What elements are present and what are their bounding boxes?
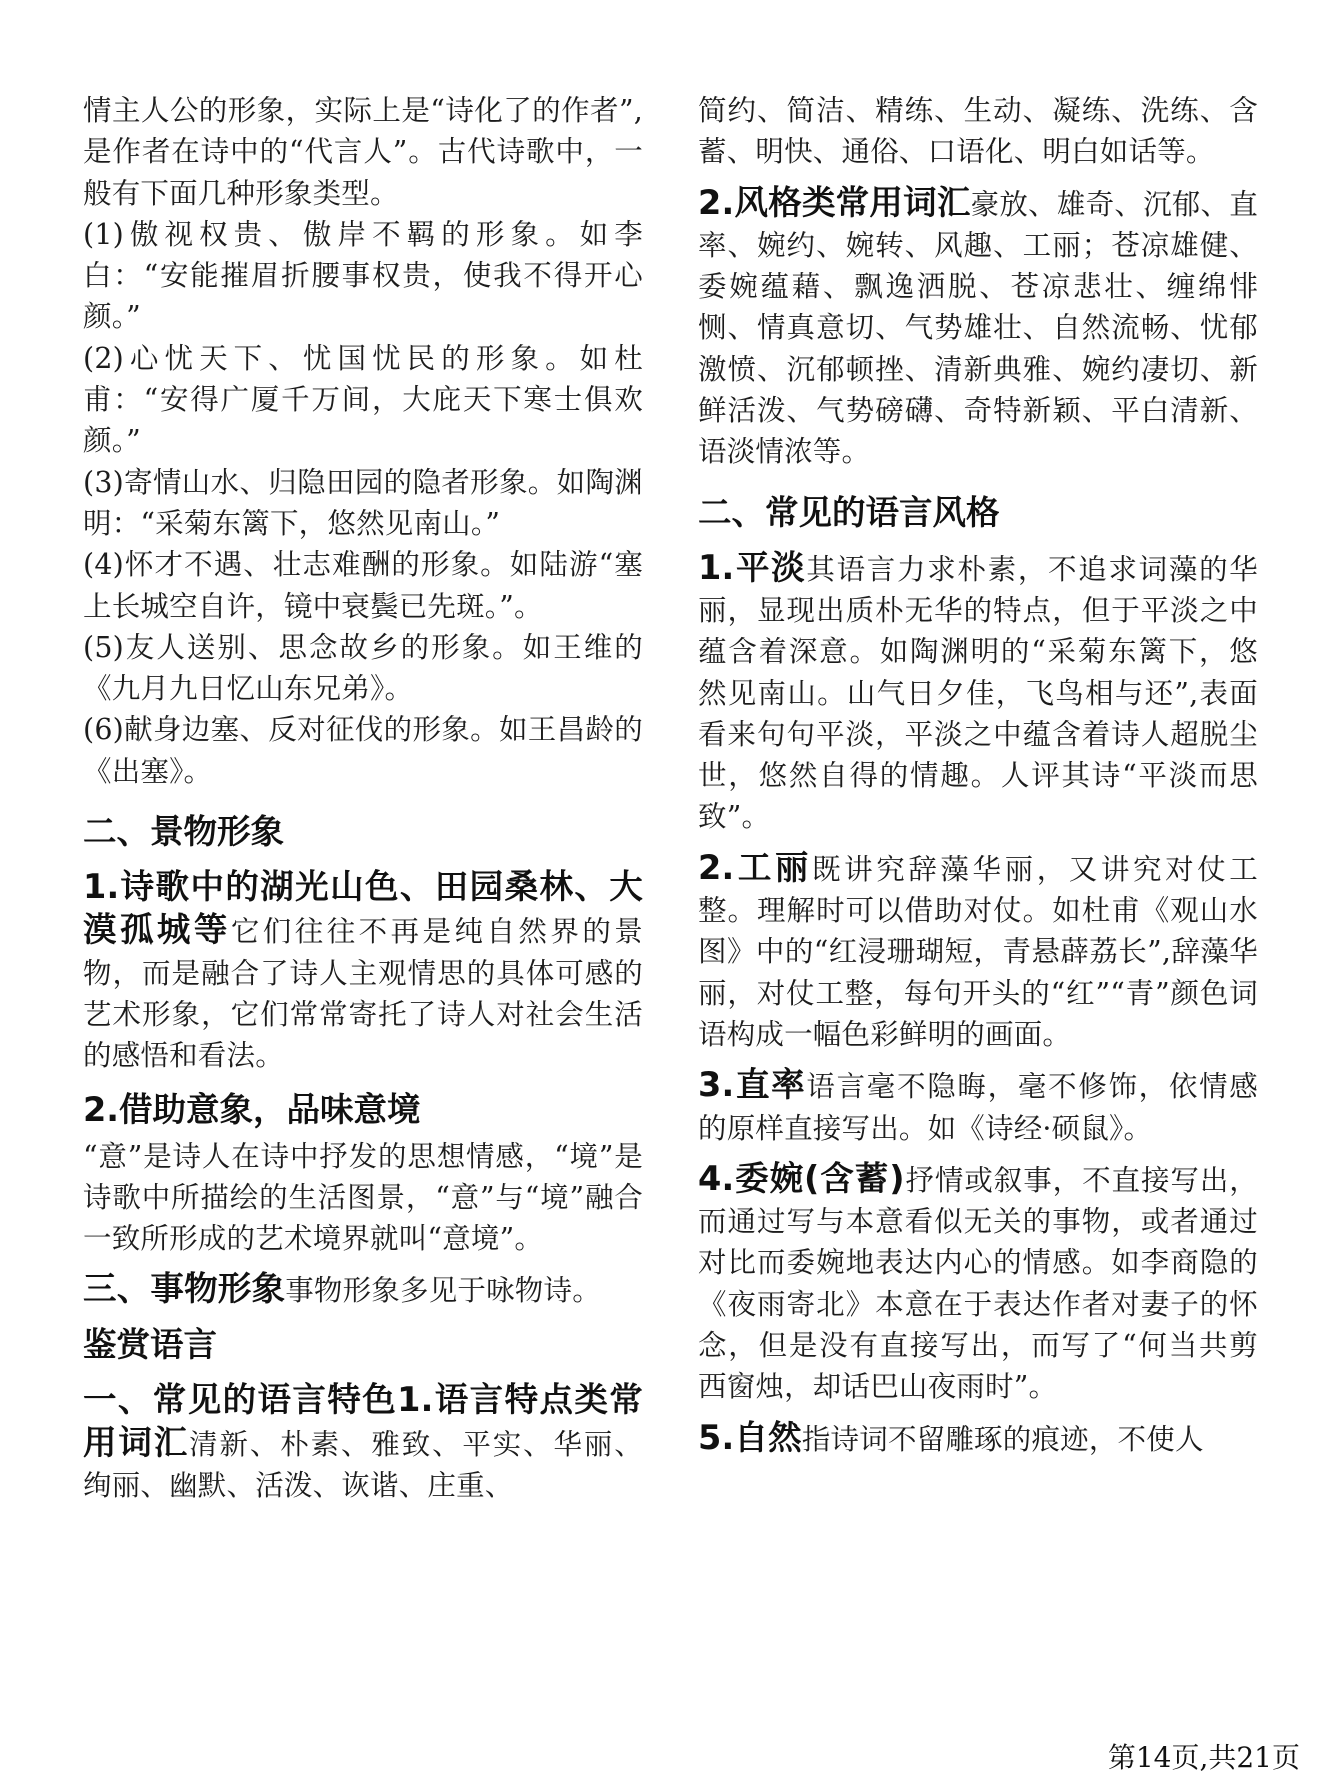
style-term: 1.平淡 [698, 547, 807, 587]
style-text: 语言毫不隐晦，毫不修饰，依情感的原样直接写出。如《诗经·硕鼠》。 [698, 1070, 1258, 1145]
type-item: (2)心忧天下、忧国忧民的形象。如杜甫：“安得广厦千万间，大庇天下寒士俱欢颜。” [83, 341, 643, 458]
style-term: 2.工丽 [698, 847, 813, 887]
type-item: (4)怀才不遇、壮志难酬的形象。如陆游“塞上长城空自许，镜中衰鬓已先斑。”。 [83, 548, 643, 623]
heading-object: 三、事物形象 [83, 1269, 286, 1309]
heading-scenery-2: 2.借助意象，品味意境 [83, 1089, 421, 1129]
style-text: 其语言力求朴素，不追求词藻的华丽，显现出质朴无华的特点，但于平淡之中蕴含着深意。如陶渊明的“采菊东篱下，悠然见南山。山气日夕佳，飞鸟相与还”,表面看来句句平淡，平淡之中蕴含着诗人超脱尘世，悠然自得的情趣。人评其诗“平淡而思致”。 [698, 552, 1258, 834]
style-text: 指诗词不留雕琢的痕迹，不使人 [801, 1422, 1204, 1456]
style-item [698, 1064, 1258, 1149]
style-words-title: 2.风格类常用词汇 [698, 182, 971, 222]
scenery-item-1-text: 它们往往不再是纯自然界的景物，而是融合了诗人主观情思的具体可感的艺术形象，它们常常寄托了诗人对社会生活的感悟和看法。 [83, 915, 643, 1073]
heading-scenery: 二、景物形象 [83, 812, 284, 852]
object-image-section [83, 1268, 643, 1311]
style-item [698, 547, 1258, 838]
style-term: 5.自然 [698, 1417, 802, 1457]
heading-styles: 二、常见的语言风格 [698, 492, 1000, 532]
right-column [698, 90, 1258, 1469]
left-column [83, 90, 643, 1516]
style-term: 3.直率 [698, 1065, 807, 1105]
object-text: 事物形象多见于咏物诗。 [285, 1274, 601, 1308]
type-item: (6)献身边塞、反对征伐的形象。如王昌龄的《出塞》。 [83, 713, 643, 788]
style-item [698, 1158, 1258, 1408]
style-text: 抒情或叙事，不直接写出，而通过写与本意看似无关的事物，或者通过对比而委婉地表达内心的情感。如李商隐的《夜雨寄北》本意在于表达作者对妻子的怀念，但是没有直接写出，而写了“何当共剪西窗烛，却话巴山夜雨时”。 [698, 1163, 1258, 1404]
style-term: 4.委婉(含蓄) [698, 1158, 905, 1198]
scenery-item-1 [83, 866, 643, 1076]
type-item: (1)傲视权贵、傲岸不羁的形象。如李白：“安能摧眉折腰事权贵，使我不得开心颜。” [83, 217, 643, 334]
lang-feature-title: 一、常见的语言特色1.语言特点类常用词汇 [83, 1379, 643, 1463]
heading-language: 鉴赏语言 [83, 1324, 217, 1364]
page-number: 第14页,共21页 [1107, 1741, 1300, 1774]
lang-feature-text: 清新、朴素、雅致、平实、华丽、绚丽、幽默、活泼、诙谐、庄重、 [83, 1428, 643, 1503]
style-item [698, 847, 1258, 1055]
lang-feature-cont: 简约、简洁、精练、生动、凝练、洗练、含蓄、明快、通俗、口语化、明白如话等。 [698, 94, 1258, 169]
type-item: (3)寄情山水、归隐田园的隐者形象。如陶渊明：“采菊东篱下，悠然见南山。” [83, 465, 643, 540]
scenery-item-2-text: “意”是诗人在诗中抒发的思想情感，“境”是诗歌中所描绘的生活图景，“意”与“境”融合一致所形成的艺术境界就叫“意境”。 [83, 1139, 643, 1256]
scenery-item-1-title: 1.诗歌中的湖光山色、田园桑林、大漠孤城等 [83, 867, 643, 950]
type-item: (5)友人送别、思念故乡的形象。如王维的《九月九日忆山东兄弟》。 [83, 630, 643, 706]
lang-feature-section [83, 1379, 643, 1507]
intro-paragraph: 情主人公的形象，实际上是“诗化了的作者”,是作者在诗中的“代言人”。古代诗歌中，一般有下面几种形象类型。 [83, 94, 643, 210]
style-text: 既讲究辞藻华丽，又讲究对仗工整。理解时可以借助对仗。如杜甫《观山水图》中的“红浸珊瑚短，青悬薜荔长”,辞藻华丽，对仗工整，每句开头的“红”“青”颜色词语构成一幅色彩鲜明的画面。 [698, 852, 1258, 1051]
style-words-section [698, 182, 1258, 473]
style-item [698, 1417, 1258, 1460]
style-words-text: 豪放、雄奇、沉郁、直率、婉约、婉转、风趣、工丽；苍凉雄健、委婉蕴藉、飘逸洒脱、苍凉悲壮、缠绵悱恻、情真意切、气势雄壮、自然流畅、忧郁激愤、沉郁顿挫、清新典雅、婉约凄切、新鲜活泼、气势磅礴、奇特新颖、平白清新、语淡情浓等。 [698, 187, 1258, 469]
